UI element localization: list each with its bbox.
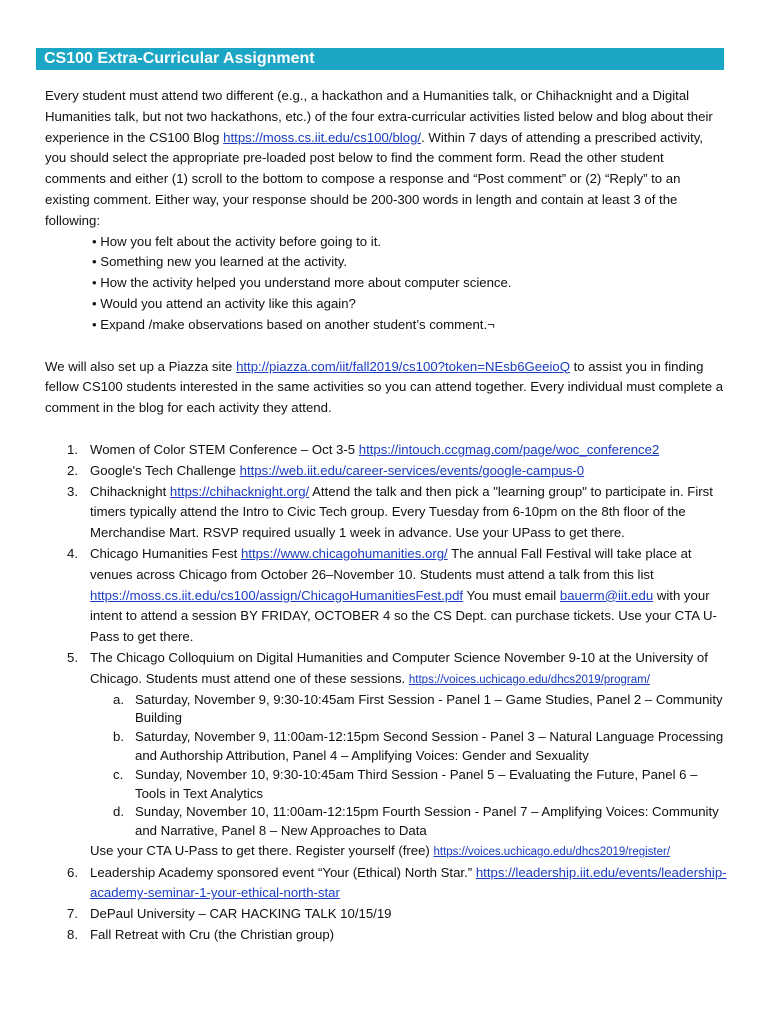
activity-footer-text: Use your CTA U-Pass to get there. Register yourself (free): [90, 842, 434, 858]
document-body: [45, 86, 727, 946]
list-number: 3.: [67, 483, 78, 499]
activity-text-cont: with your intent to attend a session BY FRIDAY, OCTOBER 4 so the CS Dept. can purchase tickets. Use your CTA U-Pass to get there.: [90, 587, 717, 645]
google-campus-link[interactable]: https://web.iit.edu/career-services/events/google-campus-0: [239, 462, 585, 478]
intro-paragraph: [45, 86, 727, 232]
activity-list: [45, 440, 727, 946]
list-number: 7.: [67, 906, 78, 922]
list-letter: a.: [113, 691, 124, 707]
activity-text: Google's Tech Challenge: [90, 462, 240, 478]
spacer: [45, 336, 727, 357]
activity-text: Fall Retreat with Cru (the Christian group): [90, 927, 335, 943]
activity-text-cont: The annual Fall Festival will take place at venues across Chicago from October 26–November 10. Students must attend a talk from this list: [90, 545, 692, 582]
list-number: 2.: [67, 462, 78, 478]
piazza-text: We will also set up a Piazza site: [45, 358, 237, 374]
humanities-fest-pdf-link[interactable]: https://moss.cs.iit.edu/cs100/assign/ChicagoHumanitiesFest.pdf: [90, 587, 464, 603]
activity-text: Women of Color STEM Conference – Oct 3-5: [90, 441, 359, 457]
list-letter: c.: [113, 766, 124, 782]
page-title: CS100 Extra-Curricular Assignment: [36, 48, 724, 70]
list-number: 8.: [67, 927, 78, 943]
list-number: 5.: [67, 649, 78, 665]
activity-text-cont: Attend the talk and then pick a "learning group" to participate in. First timers typically attend the Intro to Civic Tech group. Every Tuesday from 6-10pm on the 8th floor of the Merchandise Mart. RSVP required usually 1 week in advance. Use your UPass to get there.: [90, 483, 713, 541]
session-list: [90, 691, 727, 841]
activity-text: Chicago Humanities Fest: [90, 545, 241, 561]
activity-item: [45, 904, 727, 925]
email-link[interactable]: bauerm@iit.edu: [559, 587, 654, 603]
list-letter: d.: [113, 804, 124, 820]
woc-conference-link[interactable]: https://intouch.ccgmag.com/page/woc_conference2: [358, 441, 660, 457]
activity-item: [45, 544, 727, 648]
activity-text: The Chicago Colloquium on Digital Humanities and Computer Science November 9-10 at the University of Chicago. Students must attend one of these sessions.: [90, 649, 708, 686]
piazza-text-cont: to assist you in finding fellow CS100 students interested in the same activities so you can attend together. Every individual must complete a comment in the blog for each activity they attend.: [45, 358, 724, 416]
blog-link[interactable]: https://moss.cs.iit.edu/cs100/blog/: [223, 129, 422, 145]
criteria-item: • How you felt about the activity before going to it.: [92, 233, 382, 249]
criteria-item: • Expand /make observations based on another student’s comment.¬: [92, 316, 495, 332]
activity-item: [45, 482, 727, 544]
criteria-list: [92, 232, 727, 336]
activity-text-cont: You must email: [463, 587, 560, 603]
activity-item: [45, 925, 727, 946]
session-item: [90, 691, 727, 729]
criteria-item: • Would you attend an activity like this again?: [92, 295, 356, 311]
session-item: [90, 766, 727, 804]
session-text: Sunday, November 10, 11:00am-12:15pm Fourth Session - Panel 7 – Amplifying Voices: Community and Narrative, Panel 8 – New Approaches to Data: [135, 804, 719, 839]
list-number: 1.: [67, 441, 78, 457]
activity-text: Chihacknight: [90, 483, 170, 499]
list-letter: b.: [113, 729, 124, 745]
dhcs-program-link[interactable]: https://voices.uchicago.edu/dhcs2019/program/: [408, 673, 650, 686]
activity-item: [45, 863, 727, 905]
list-number: 4.: [67, 545, 78, 561]
activity-text: DePaul University – CAR HACKING TALK 10/15/19: [90, 906, 392, 922]
criteria-item: • Something new you learned at the activity.: [92, 254, 348, 270]
spacer: [45, 419, 727, 440]
intro-text: Every student must attend two different (e.g., a hackathon and a Humanities talk, or Chihacknight and a Digital Humanities talk, but not two hackathons, etc.) of the four extra-curricular activities listed below and blog about their experience in the CS100 Blog: [45, 88, 713, 145]
dhcs-register-link[interactable]: https://voices.uchicago.edu/dhcs2019/register/: [433, 845, 671, 858]
criteria-item: • How the activity helped you understand more about computer science.: [92, 275, 512, 291]
chihacknight-link[interactable]: https://chihacknight.org/: [169, 483, 310, 499]
piazza-paragraph: [45, 357, 727, 419]
session-text: Saturday, November 9, 9:30-10:45am First Session - Panel 1 – Game Studies, Panel 2 – Community Building: [135, 691, 723, 726]
intro-text-cont: . Within 7 days of attending a prescribed activity, you should select the appropriate pre-loaded post below to find the comment form. Read the other student comments and either (1) scroll to the bottom to compose a response and “Post comment” or (2) “Reply” to an existing comment. Either way, your response should be 200-300 words in length and contain at least 3 of the following:: [45, 129, 704, 228]
session-item: [90, 803, 727, 841]
session-item: [90, 728, 727, 766]
activity-item: [45, 461, 727, 482]
activity-item: [45, 440, 727, 461]
list-number: 6.: [67, 864, 78, 880]
activity-text: Leadership Academy sponsored event “Your (Ethical) North Star.”: [90, 864, 476, 880]
session-text: Saturday, November 9, 11:00am-12:15pm Second Session - Panel 3 – Natural Language Processing and Authorship Attribution, Panel 4 – Amplifying Voices: Gender and Sexuality: [135, 729, 724, 763]
activity-item: [45, 648, 727, 863]
session-text: Sunday, November 10, 9:30-10:45am Third Session - Panel 5 – Evaluating the Future, Panel 6 – Tools in Text Analytics: [135, 766, 698, 801]
piazza-link[interactable]: http://piazza.com/iit/fall2019/cs100?token=NEsb6GeeioQ: [236, 358, 570, 374]
chicago-humanities-link[interactable]: https://www.chicagohumanities.org/: [241, 545, 448, 561]
leadership-academy-link[interactable]: https://leadership.iit.edu/events/leadership-academy-seminar-1-your-ethical-north-star: [90, 864, 727, 901]
